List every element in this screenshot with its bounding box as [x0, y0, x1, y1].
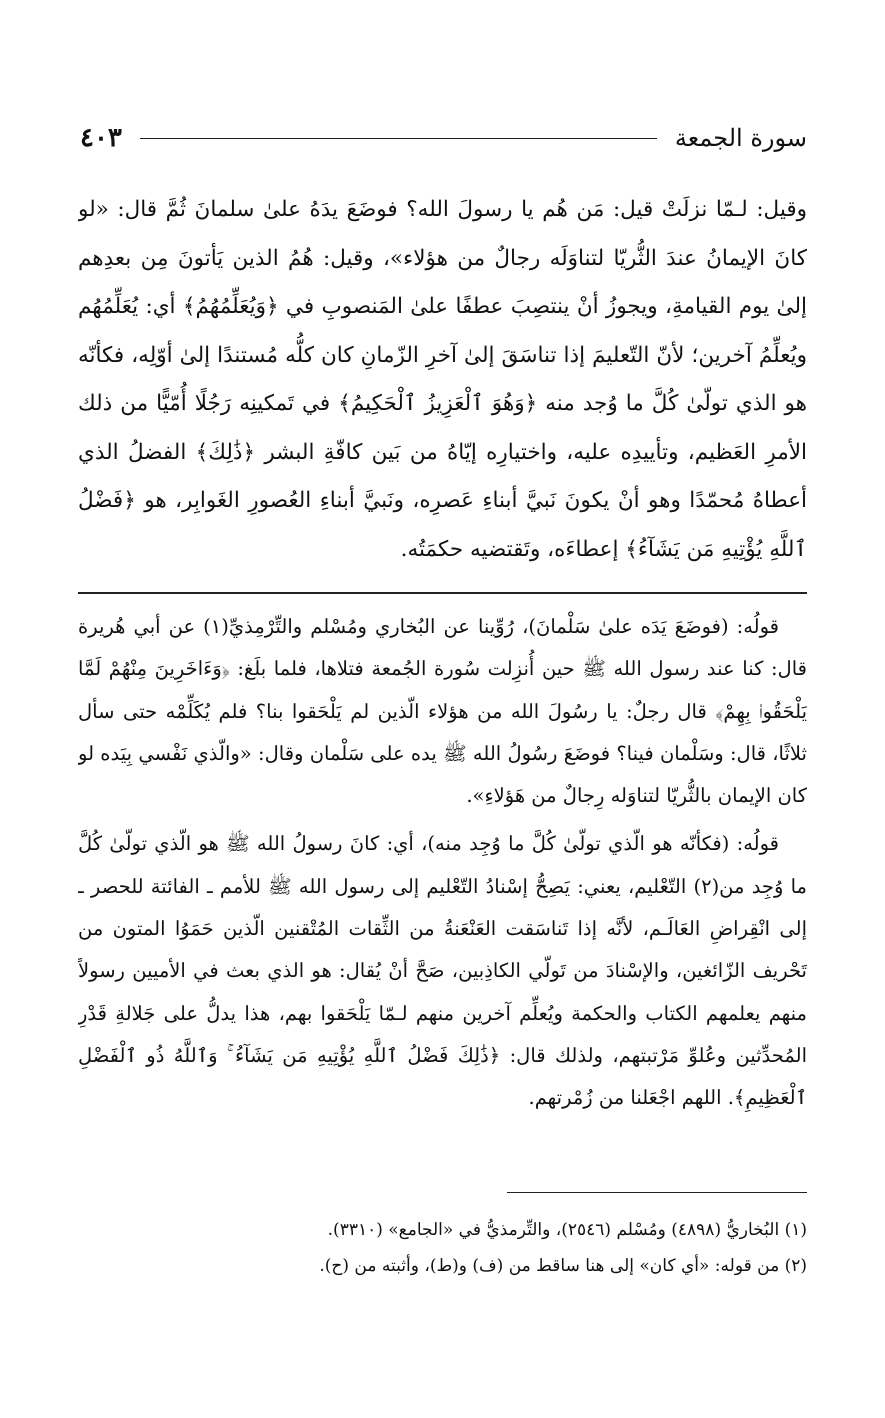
header-rule [140, 138, 657, 139]
commentary-paragraph-2: قولُه: (فكأنّه هو الّذي تولّىٰ كُلَّ ما وُجِد منه)، أي: كانَ رسولُ الله ﷺ هو الّذي تولّىٰ كُلَّ ما وُجِد من(٢) التّعْليم، يعني: يَصِحُّ إسْنادُ التّعْليم إلى رسول الله ﷺ للأمم ـ الفائتة للحصر ـ إلى انْقِراضِ العَالَـم، لأنَّه إذا تَناسَقت العَنْعَنةُ من الثِّقات المُتْقنين الّذين حَمَوُا المتون من تَحْريف الزّائغين، والإسْنادَ من تَولّي الكاذِبين، صَحَّ أنْ يُقال: هو الذي بعث في الأميين رسولاً منهم يعلمهم الكتاب والحكمة ويُعلِّم آخرين منهم لـمّا يَلْحَقوا بهم، هذا يدلُّ على جَلالةِ قَدْرِ المُحدِّثين وعُلوِّ مَرْتبتهم، ولذلك قال: ﴿ذَٰلِكَ فَضْلُ ٱللَّهِ يُؤْتِيهِ مَن يَشَآءُ ۚ وَٱللَّهُ ذُو ٱلْفَضْلِ ٱلْعَظِيمِ﴾. اللهم اجْعَلنا من زُمْرتهم. [78, 832, 807, 1110]
main-text: وقيل: لـمّا نزلَتْ قيل: مَن هُم يا رسولَ الله؟ فوضَعَ يدَهُ علىٰ سلمانَ ثُمَّ قال: «لو كانَ الإيمانُ عندَ الثُّريّا لتناوَلَه رجالٌ من هؤلاء»، وقيل: هُمُ الذين يَأتونَ مِن بعدِهم إلىٰ يوم القيامةِ، ويجوزُ أنْ ينتصِبَ عطفًا علىٰ المَنصوبِ في ﴿وَيُعَلِّمُهُمُ﴾ أي: يُعَلِّمُهُم ويُعلِّمُ آخرين؛ لأنّ التّعليمَ إذا تناسَقَ إلىٰ آخرِ الزّمانِ كان كلُّه مُستندًا إلىٰ أوّلِه، فكأنّه هو الذي تولّىٰ كُلَّ ما وُجد منه ﴿وَهُوَ ٱلْعَزِيزُ ٱلْحَكِيمُ﴾ في تَمكينِه رَجُلًا أُمّيًّا من ذلك الأمرِ العَظيم، وتأييدِه عليه، واختيارِه إيّاهُ من بَين كافّةِ البشر ﴿ذَٰلِكَ﴾ الفضلُ الذي أعطاهُ مُحمّدًا وهو أنْ يكونَ نَبيَّ أبناءِ عَصرِه، ونَبيَّ أبناءِ العُصورِ الغَوابِر، هو ﴿فَضْلُ ٱللَّهِ يُؤْتِيهِ مَن يَشَآءُ﴾ إعطاءَه، وتَقتضيه حكمَتُه. [78, 197, 807, 562]
footnote-2: (٢) من قوله: «أي كان» إلى هنا ساقط من (ف) و(ط)، وأثبته من (ح). [319, 1256, 807, 1276]
surah-title: سورة الجمعة [674, 124, 807, 152]
page-number: ٤٠٣ [80, 123, 122, 153]
page-header [80, 120, 807, 156]
footnote-separator [507, 1192, 807, 1193]
commentary-section [78, 606, 807, 1178]
main-separator [78, 592, 807, 594]
footnotes [78, 1212, 807, 1284]
footnote-1: (١) البُخاريُّ (٤٨٩٨) ومُسْلم (٢٥٤٦)، والتِّرمذيُّ في «الجامع» (٣٣١٠). [327, 1220, 807, 1240]
commentary-paragraph-1: قولُه: (فوضَعَ يَدَه علىٰ سَلْمانَ)، رُوِّينا عن البُخاري ومُسْلم والتِّرْمِذيِّ(١) عن أبي هُريرة قال: كنا عند رسول الله ﷺ حين أُنزِلت سُورة الجُمعة فتلاها، فلما بلَغ: ﴿وَءَاخَرِينَ مِنْهُمْ لَمَّا يَلْحَقُوا۟ بِهِمْ﴾ قال رجلٌ: يا رسُولَ الله من هؤلاء الّذين لم يَلْحَقوا بنا؟ فلم يُكَلِّمْه حتى سأل ثلاثًا، قال: وسَلْمان فينا؟ فوضَعَ رسُولُ الله ﷺ يده على سَلْمان وقال: «والّذي نَفْسي بِيَده لو كان الإيمان بالثُّريّا لتناوَله رِجالٌ من هَؤلاءِ». [78, 615, 807, 808]
